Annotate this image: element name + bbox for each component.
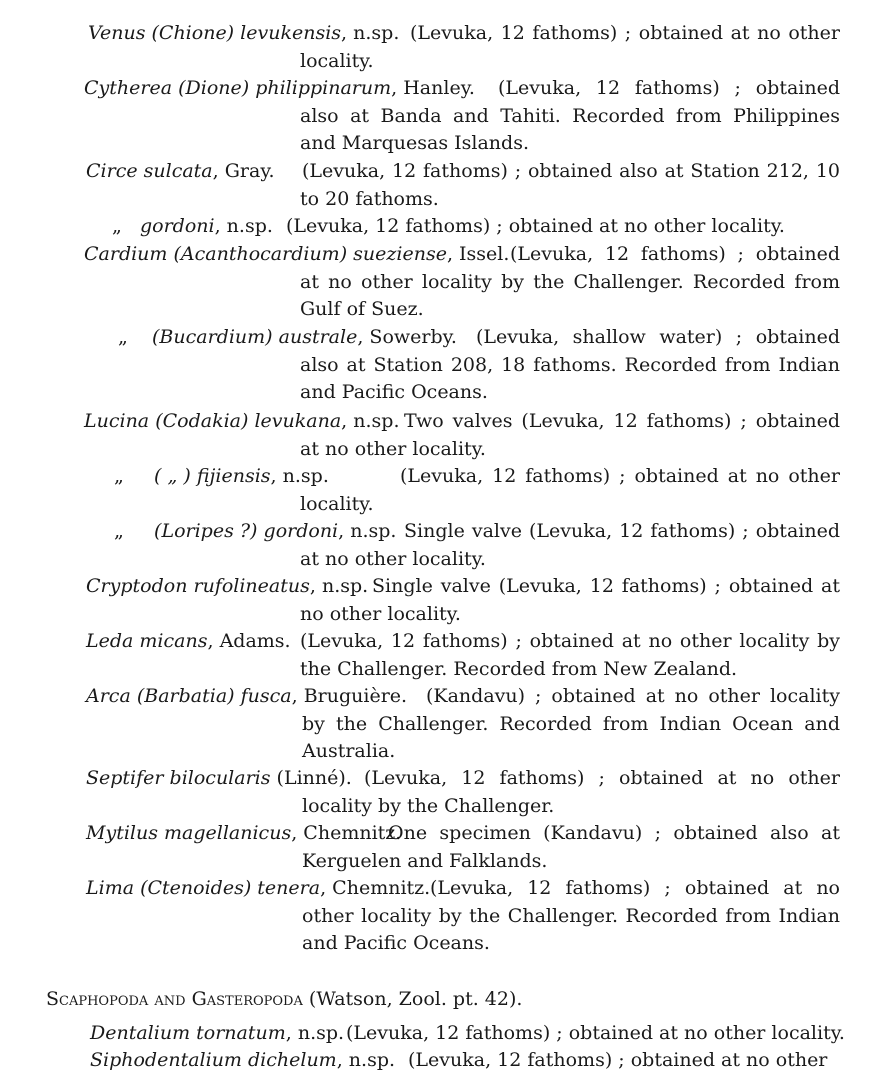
species-description: (Levuka, shallow water) ; obtained also at Station 208, 18 fathoms. Recorded from Indian and Pacific Oceans.: [300, 326, 840, 403]
species-name: Lucina (Codakia) levukana, n.sp.: [84, 410, 400, 432]
species-entry: [0, 1047, 880, 1075]
species-name: Cryptodon rufolineatus, n.sp.: [86, 575, 369, 597]
species-entry: [0, 408, 880, 464]
species-entry: [0, 324, 880, 408]
species-description: (Levuka, 12 fathoms) ; obtained at no other locality.: [300, 465, 840, 515]
species-name: „ gordoni, n.sp.: [112, 215, 273, 237]
species-name: Dentalium tornatum, n.sp.: [90, 1022, 345, 1044]
species-entry: [0, 875, 880, 959]
species-description: (Kandavu) ; obtained at no other locality by the Challenger. Recorded from Indian Ocean and Australia.: [302, 685, 840, 762]
species-description: (Levuka, 12 fathoms) ; obtained at no other locality by the Challenger. Recorded from Indian and Pacific Oceans.: [302, 877, 840, 954]
species-description: (Levuka, 12 fathoms) ; obtained at no other locality.: [286, 215, 785, 237]
species-description: (Levuka, 12 fathoms) ; obtained at no other locality by the Challenger. Recorded from Gulf of Suez.: [300, 243, 840, 320]
species-name: Mytilus magellanicus, Chemnitz.: [86, 822, 402, 844]
species-name: „ (Loripes ?) gordoni, n.sp.: [114, 520, 397, 542]
species-entry: [0, 158, 880, 214]
species-entry: [0, 573, 880, 629]
species-entry: [0, 241, 880, 325]
species-entry: [0, 820, 880, 876]
species-description: (Levuka, 12 fathoms) ; obtained also at Banda and Tahiti. Recorded from Philippines and Marquesas Islands.: [300, 77, 840, 154]
species-name: Arca (Barbatia) fusca, Bruguière.: [86, 685, 408, 707]
species-name: Circe sulcata, Gray.: [86, 160, 275, 182]
species-entry: [0, 463, 880, 519]
species-description: (Levuka, 12 fathoms) ; obtained at no other locality by the Challenger. Recorded from New Zealand.: [300, 630, 840, 680]
species-entry: [0, 213, 880, 241]
species-entry: [0, 628, 880, 684]
species-description: Single valve (Levuka, 12 fathoms) ; obtained at no other locality.: [300, 575, 840, 625]
species-name: Siphodentalium dichelum, n.sp.: [90, 1049, 396, 1071]
species-entry: [0, 683, 880, 767]
species-description: Two valves (Levuka, 12 fathoms) ; obtained at no other locality.: [300, 410, 840, 460]
species-description: (Levuka, 12 fathoms) ; obtained at no other locality.: [300, 22, 840, 72]
species-description: (Levuka, 12 fathoms) ; obtained also at Station 212, 10 to 20 fathoms.: [300, 160, 840, 210]
species-name: Venus (Chione) levukensis, n.sp.: [88, 22, 400, 44]
species-name: „ (Bucardium) australe, Sowerby.: [118, 326, 457, 348]
section-title: Scaphopoda and Gasteropoda: [46, 988, 303, 1010]
species-name: Cardium (Acanthocardium) sueziense, Issel.: [84, 243, 510, 265]
species-name: Septifer bilocularis (Linné).: [86, 767, 352, 789]
section-heading: [46, 986, 522, 1014]
species-entry: [0, 75, 880, 159]
species-description: (Levuka, 12 fathoms) ; obtained at no other locality by the Challenger.: [302, 767, 840, 817]
species-description: (Levuka, 12 fathoms) ; obtained at no other locality.: [346, 1022, 845, 1044]
species-name: Cytherea (Dione) philippinarum, Hanley.: [84, 77, 475, 99]
species-name: Lima (Ctenoides) tenera, Chemnitz.: [86, 877, 431, 899]
section-reference: (Watson, Zool. pt. 42).: [308, 988, 523, 1010]
species-name: Leda micans, Adams.: [86, 630, 291, 652]
species-description: (Levuka, 12 fathoms) ; obtained at no other: [408, 1049, 828, 1071]
species-entry: [0, 20, 880, 76]
species-description: One specimen (Kandavu) ; obtained also at Kerguelen and Falklands.: [302, 822, 840, 872]
species-description: Single valve (Levuka, 12 fathoms) ; obtained at no other locality.: [300, 520, 840, 570]
species-entry: [0, 765, 880, 821]
species-name: „ ( „ ) fijiensis, n.sp.: [114, 465, 329, 487]
species-entry: [0, 1020, 880, 1048]
species-entry: [0, 518, 880, 574]
